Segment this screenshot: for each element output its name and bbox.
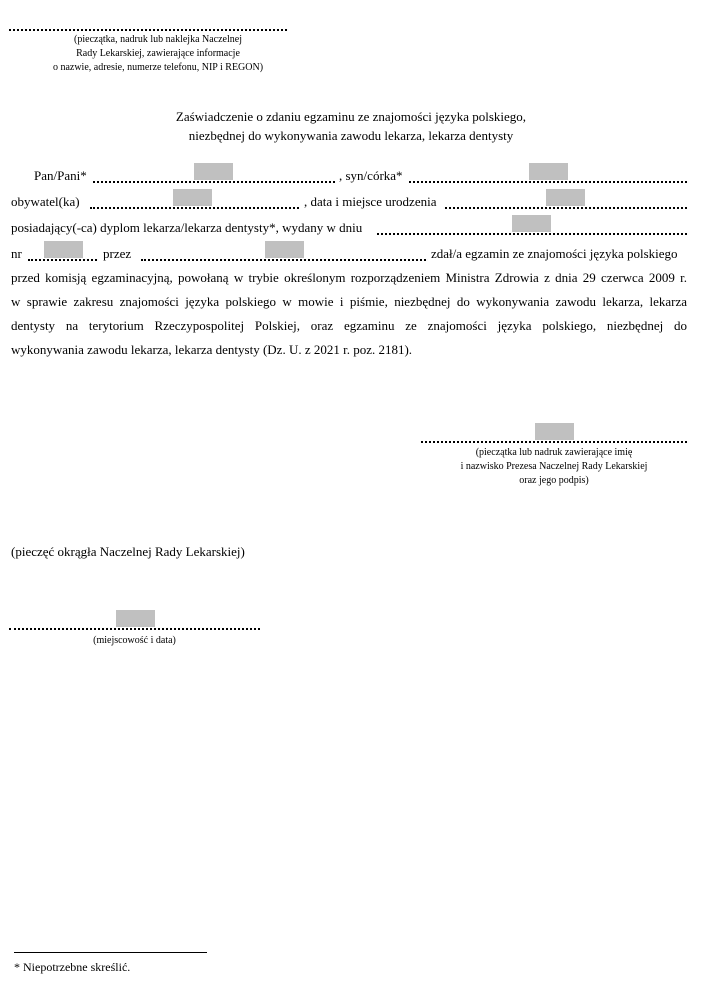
title-line-2: niezbędnej do wykonywania zawodu lekarza, lekarza dentysty [188, 128, 514, 143]
place-date-caption: (miejscowość i data) [93, 635, 176, 646]
field-citizenship[interactable] [90, 207, 299, 209]
header-stamp-line-1: (pieczątka, nadruk lub naklejka Naczelnej [74, 34, 242, 45]
field-name[interactable] [93, 181, 335, 183]
label-data-miejsce: , data i miejsce urodzenia [304, 194, 437, 209]
footnote-separator [14, 952, 207, 953]
body-line-1: przed komisją egzaminacyjną, powołaną w trybie określonym rozporządzeniem Ministra Zdrowia z dnia 29 czerwca 2009 r. [11, 270, 687, 285]
redacted-birth-date-place [546, 189, 585, 206]
field-birth-date-place[interactable] [445, 207, 687, 209]
header-stamp-line-2: Rady Lekarskiej, zawierające informacje [76, 48, 240, 59]
header-stamp-caption [9, 33, 307, 75]
field-diploma-date[interactable] [377, 233, 687, 235]
body-line-3: dentysty na terytorium Rzeczypospolitej Polskiej, oraz egzaminu ze znajomości języka polskiego, niezbędnej do [11, 318, 687, 333]
round-seal-caption: (pieczęć okrągła Naczelnej Rady Lekarskiej) [11, 544, 245, 559]
label-posiadajacy: posiadający(-ca) dyplom lekarza/lekarza dentysty*, wydany w dniu [11, 220, 363, 235]
president-stamp-line-3: oraz jego podpis) [519, 475, 589, 486]
redacted-place-date [116, 610, 155, 627]
redacted-diploma-date [512, 215, 551, 232]
body-line-2: w sprawie zakresu znajomości języka polskiego w mowie i piśmie, niezbędnej do wykonywania zawodu lekarza, lekarza [11, 294, 687, 309]
label-nr: nr [11, 246, 22, 261]
field-parent-name[interactable] [409, 181, 687, 183]
redacted-name [194, 163, 233, 180]
header-stamp-line-3: o nazwie, adresie, numerze telefonu, NIP i REGON) [52, 62, 264, 73]
header-stamp-line [9, 29, 287, 31]
president-stamp-line-1: (pieczątka lub nadruk zawierające imię [475, 447, 633, 458]
label-obywatel: obywatel(ka) [11, 194, 80, 209]
label-pan-pani: Pan/Pani* [34, 168, 87, 183]
redacted-parent-name [529, 163, 568, 180]
label-syn-corka: , syn/córka* [339, 168, 403, 183]
body-line-4: wykonywania zawodu lekarza, lekarza dentysty (Dz. U. z 2021 r. poz. 2181). [11, 342, 413, 357]
label-zdal: zdał/a egzamin ze znajomości języka polskiego [431, 246, 678, 261]
redacted-diploma-number [44, 241, 83, 258]
document-title [0, 107, 702, 145]
redacted-president-signature [535, 423, 574, 440]
redacted-issuer [265, 241, 304, 258]
field-issuer[interactable] [141, 259, 426, 261]
label-przez: przez [103, 246, 132, 261]
field-president-signature[interactable] [421, 441, 687, 443]
field-place-date[interactable] [9, 628, 260, 630]
footnote: * Niepotrzebne skreślić. [14, 960, 131, 974]
redacted-citizenship [173, 189, 212, 206]
field-diploma-number[interactable] [28, 259, 97, 261]
president-stamp-caption [421, 446, 687, 488]
president-stamp-line-2: i nazwisko Prezesa Naczelnej Rady Lekarskiej [460, 461, 648, 472]
title-line-1: Zaświadczenie o zdaniu egzaminu ze znajomości języka polskiego, [175, 109, 527, 124]
